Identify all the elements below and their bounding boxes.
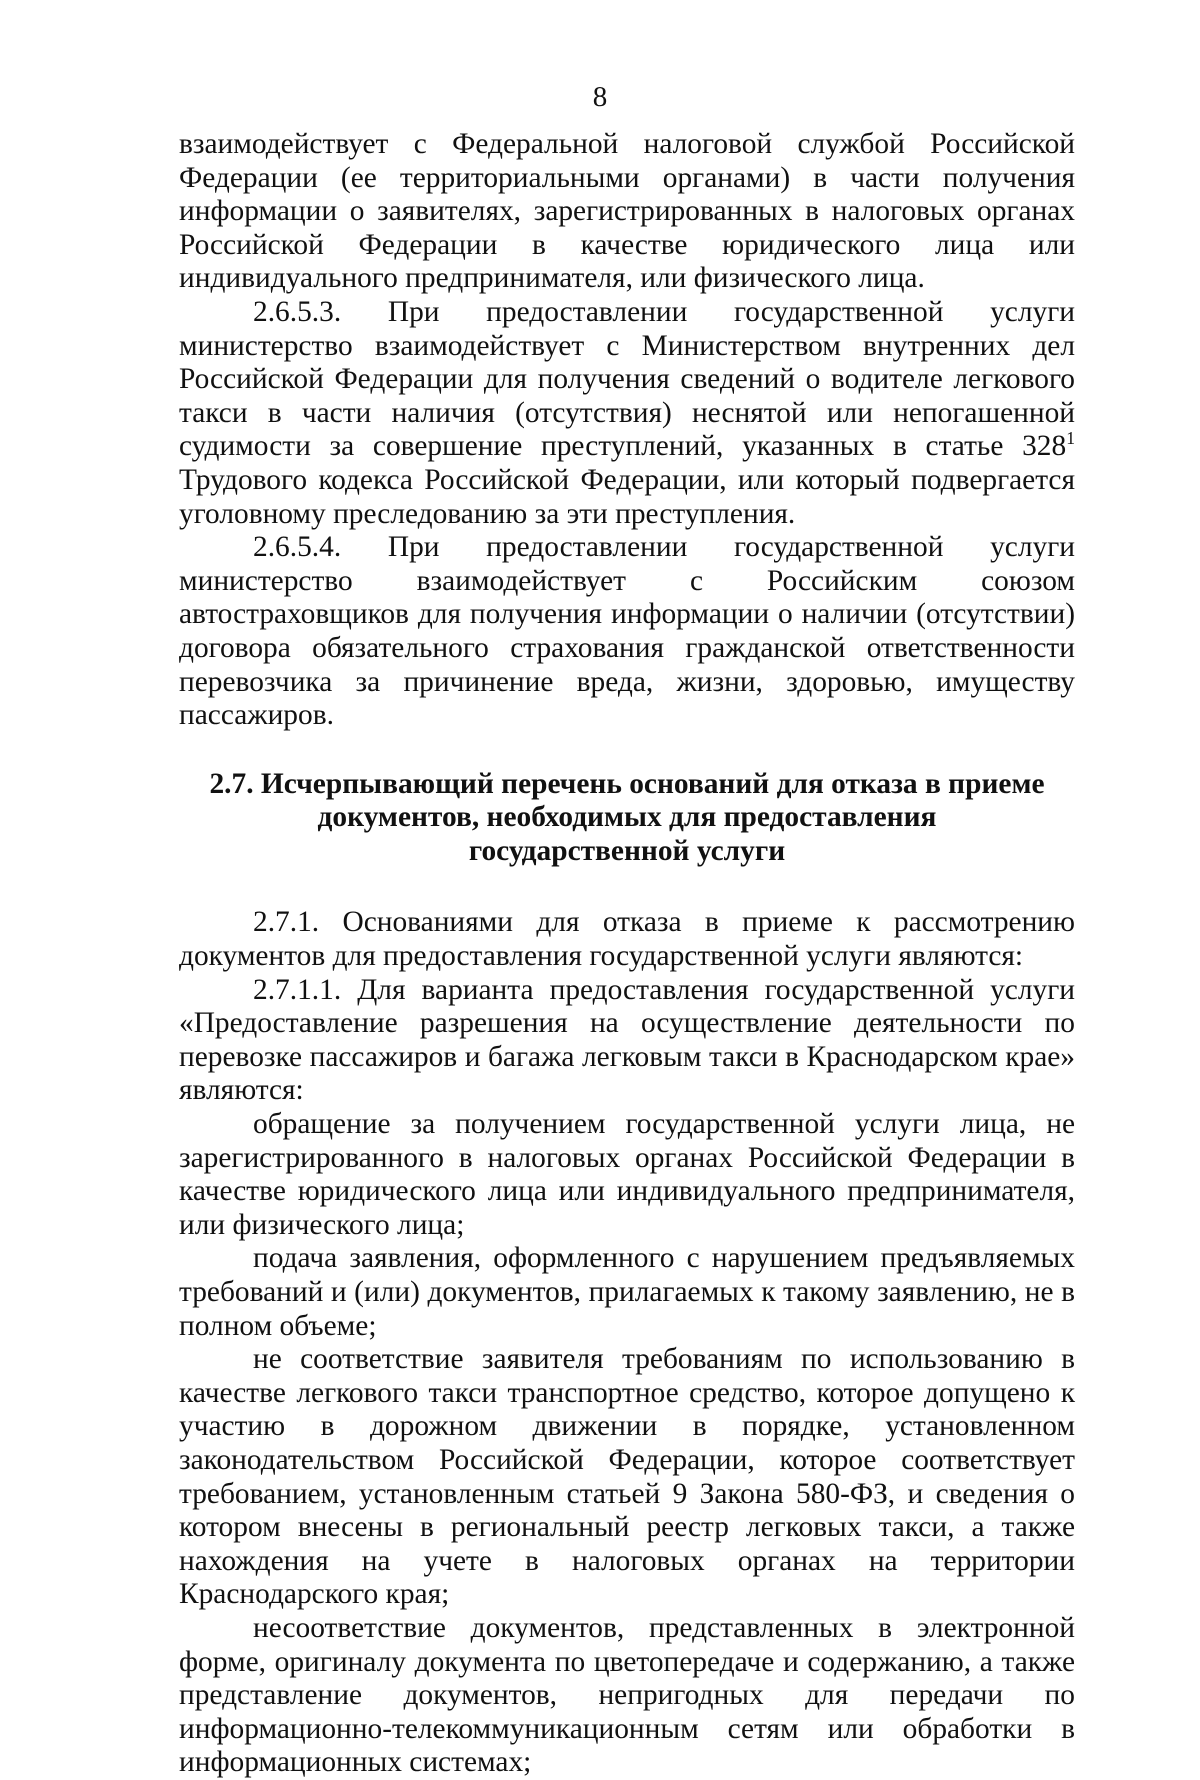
list-item-not-registered: обращение за получением государственной услуги лица, не зарегистрированного в налоговых органах Российской Федерации в качестве юридического лица или индивидуального предпринимателя, или физического лица; <box>179 1108 1075 1241</box>
paragraph-2-6-5-3-text: 2.6.5.3. При предоставлении государственной услуги министерство взаимодействует с Министерством внутренних дел Российской Федерации для получения сведений о водителе легкового такси в части наличия (отсутствия) неснятой или непогашенной судимости за совершение преступлений, указанных в статье 328 <box>179 295 1075 463</box>
heading-line-1: 2.7. Исчерпывающий перечень оснований для отказа в приеме <box>209 767 1045 800</box>
section-heading-2-7 <box>179 768 1075 869</box>
paragraph-continuation: взаимодействует с Федеральной налоговой службой Российской Федерации (ее территориальными органами) в части получения информации о заявителях, зарегистрированных в налоговых органах Российской Федерации в качестве юридического лица или индивидуального предпринимателя, или физического лица. <box>179 128 1075 295</box>
paragraph-2-6-5-3 <box>179 296 1075 531</box>
list-item-application-violation: подача заявления, оформленного с нарушением предъявляемых требований и (или) документов, прилагаемых к такому заявлению, не в полном объеме; <box>179 1242 1075 1342</box>
paragraph-2-6-5-3-tail: Трудового кодекса Российской Федерации, или который подвергается уголовному преследованию за эти преступления. <box>179 463 1075 530</box>
list-item-electronic-documents: несоответствие документов, представленных в электронной форме, оригиналу документа по цветопередаче и содержанию, а также представление документов, непригодных для передачи по информационно-телекоммуникационным сетям или обработки в информационных системах; <box>179 1611 1075 1779</box>
article-superscript: 1 <box>1066 428 1075 449</box>
paragraph-2-7-1: 2.7.1. Основаниями для отказа в приеме к рассмотрению документов для предоставления государственной услуги являются: <box>179 906 1075 973</box>
list-item-requirements-mismatch: не соответствие заявителя требованиям по использованию в качестве легкового такси транспортное средство, которое допущено к участию в дорожном движении в порядке, установленном законодательством Российской Федерации, которое соответствует требованием, установленным статьей 9 Закона 580-ФЗ, и сведения о котором внесены в региональный реестр легковых такси, а также нахождения на учете в налоговых органах на территории Краснодарского края; <box>179 1343 1075 1611</box>
page-number: 8 <box>592 81 608 113</box>
heading-line-2: документов, необходимых для предоставления <box>317 801 937 834</box>
paragraph-2-7-1-1: 2.7.1.1. Для варианта предоставления государственной услуги «Предоставление разрешения на осуществление деятельности по перевозке пассажиров и багажа легковым такси в Краснодарском крае» являются: <box>179 973 1075 1107</box>
paragraph-2-6-5-4: 2.6.5.4. При предоставлении государственной услуги министерство взаимодействует с Российским союзом автостраховщиков для получения информации о наличии (отсутствии) договора обязательного страхования гражданской ответственности перевозчика за причинение вреда, жизни, здоровью, имуществу пассажиров. <box>179 531 1075 732</box>
heading-line-3: государственной услуги <box>468 834 786 867</box>
document-body <box>179 128 1075 1780</box>
